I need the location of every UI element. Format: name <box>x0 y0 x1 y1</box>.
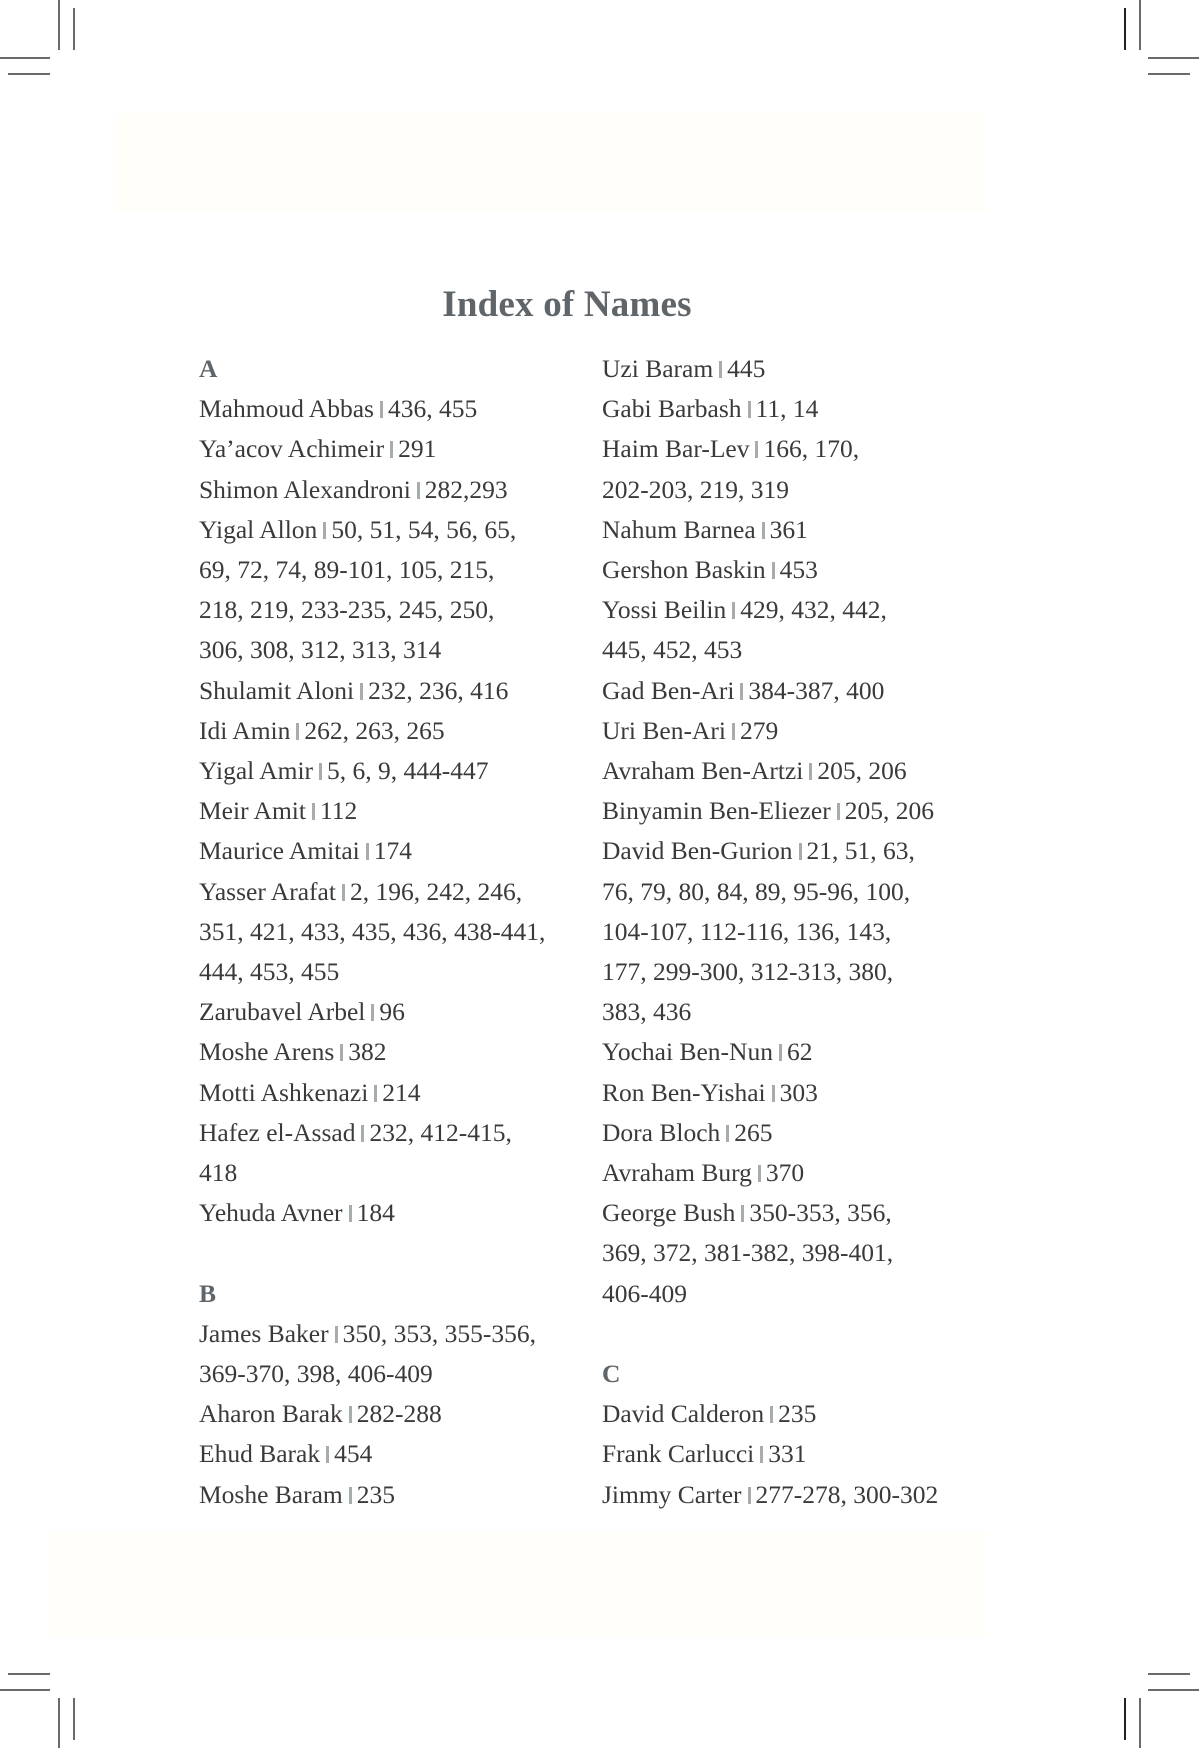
crop-mark <box>1139 0 1141 50</box>
index-entry <box>602 1073 982 1113</box>
entry-name: Yossi Beilin <box>602 595 727 625</box>
separator-bar <box>374 1085 377 1102</box>
index-entry <box>199 1032 579 1072</box>
index-entry <box>602 791 982 831</box>
entry-name: Binyamin Ben-Eliezer <box>602 796 831 826</box>
separator-bar <box>732 602 735 619</box>
index-entry <box>199 1434 579 1474</box>
entry-name: Uri Ben-Ari <box>602 715 726 745</box>
entry-name: Aharon Barak <box>199 1399 343 1429</box>
entry-pages: 350, 353, 355-356, <box>342 1318 536 1348</box>
entry-name: Haim Bar-Lev <box>602 434 750 464</box>
index-entry <box>602 349 982 389</box>
entry-name: Gabi Barbash <box>602 394 742 424</box>
entry-name: Moshe Baram <box>199 1479 343 1509</box>
entry-name: Mahmoud Abbas <box>199 394 374 424</box>
entry-pages: 205, 206 <box>817 756 907 786</box>
separator-bar <box>417 482 420 499</box>
entry-name: Uzi Baram <box>602 354 714 383</box>
index-entry <box>199 791 579 831</box>
entry-pages-continued: 69, 72, 74, 89-101, 105, 215, <box>199 555 495 585</box>
crop-mark <box>73 8 75 50</box>
entry-pages: 265 <box>734 1117 773 1147</box>
entry-pages: 282,293 <box>424 474 508 504</box>
entry-pages: 370 <box>765 1158 805 1188</box>
index-entry <box>199 872 579 912</box>
entry-name: David Calderon <box>602 1399 765 1429</box>
page-background-tint-bottom <box>48 1533 985 1635</box>
entry-pages-continued: 383, 436 <box>602 997 692 1027</box>
index-entry <box>199 429 579 469</box>
index-entry <box>199 1475 579 1515</box>
section-spacer <box>199 1233 579 1273</box>
entry-pages: 232, 236, 416 <box>368 675 509 705</box>
entry-pages: 235 <box>778 1399 817 1429</box>
separator-bar <box>360 683 363 700</box>
index-entry <box>602 1394 982 1434</box>
separator-bar <box>323 522 326 539</box>
separator-bar <box>770 1406 773 1423</box>
entry-name: David Ben-Gurion <box>602 836 793 866</box>
entry-name: Ya’acov Achimeir <box>199 434 385 464</box>
index-entry <box>602 831 982 871</box>
index-entry <box>199 711 579 751</box>
entry-name: Ehud Barak <box>199 1439 321 1469</box>
entry-pages: 96 <box>379 997 405 1027</box>
index-entry <box>602 1032 982 1072</box>
entry-name: Moshe Arens <box>199 1037 335 1067</box>
entry-pages-continued: 76, 79, 80, 84, 89, 95-96, 100, <box>602 876 911 906</box>
separator-bar <box>779 1044 782 1061</box>
index-entry <box>602 1434 982 1474</box>
separator-bar <box>342 884 345 901</box>
page-title: Index of Names <box>442 283 692 325</box>
separator-bar <box>760 1446 763 1463</box>
entry-pages: 50, 51, 54, 56, 65, <box>331 514 517 544</box>
entry-pages: 291 <box>398 434 437 464</box>
entry-pages-continued: 351, 421, 433, 435, 436, 438-441, <box>199 916 546 946</box>
index-entry <box>199 1073 579 1113</box>
index-entry <box>199 389 579 429</box>
entry-pages: 279 <box>739 715 779 745</box>
index-entry <box>602 389 982 429</box>
separator-bar <box>390 441 393 458</box>
entry-name: George Bush <box>602 1198 736 1228</box>
separator-bar <box>758 1165 761 1182</box>
entry-pages: 166, 170, <box>763 434 860 464</box>
crop-mark <box>1148 57 1199 59</box>
index-entry <box>602 429 982 469</box>
entry-pages: 11, 14 <box>755 394 819 424</box>
entry-pages-continued: 218, 219, 233-235, 245, 250, <box>199 595 495 625</box>
entry-name: Yigal Amir <box>199 756 314 786</box>
entry-name: Yigal Allon <box>199 514 318 544</box>
entry-name: Nahum Barnea <box>602 514 756 544</box>
separator-bar <box>326 1446 329 1463</box>
index-entry <box>602 671 982 711</box>
entry-name: Gad Ben-Ari <box>602 675 735 705</box>
entry-name: Shimon Alexandroni <box>199 474 411 504</box>
page-background-tint-top <box>117 113 985 212</box>
index-entry <box>199 831 579 871</box>
separator-bar <box>748 1487 751 1504</box>
crop-mark <box>58 0 60 50</box>
separator-bar <box>726 1125 729 1142</box>
entry-pages: 331 <box>768 1439 807 1469</box>
entry-name: Frank Carlucci <box>602 1439 755 1469</box>
separator-bar <box>319 763 322 780</box>
entry-name: Ron Ben-Yishai <box>602 1077 766 1107</box>
entry-name: Meir Amit <box>199 796 306 826</box>
separator-bar <box>371 1004 374 1021</box>
entry-pages: 445 <box>727 354 766 383</box>
index-entry <box>602 711 982 751</box>
separator-bar <box>762 522 765 539</box>
entry-name: Zarubavel Arbel <box>199 997 366 1027</box>
entry-name: Dora Bloch <box>602 1117 721 1147</box>
index-entry <box>199 1394 579 1434</box>
entry-pages-continued: 177, 299-300, 312-313, 380, <box>602 957 894 987</box>
index-entry <box>199 510 579 550</box>
entry-pages: 214 <box>382 1077 421 1107</box>
entry-pages-continued: 306, 308, 312, 313, 314 <box>199 635 442 665</box>
separator-bar <box>719 361 722 378</box>
crop-mark <box>0 1689 50 1691</box>
entry-pages: 2, 196, 242, 246, <box>349 876 523 906</box>
entry-pages: 62 <box>786 1037 813 1067</box>
separator-bar <box>799 843 802 860</box>
crop-mark <box>1124 8 1126 50</box>
entry-pages-continued: 445, 452, 453 <box>602 635 743 665</box>
crop-mark <box>58 1698 60 1748</box>
entry-pages: 436, 455 <box>387 394 478 424</box>
index-column-right <box>602 349 982 1515</box>
entry-pages: 232, 412-415, <box>369 1117 512 1147</box>
separator-bar <box>366 843 369 860</box>
entry-pages: 361 <box>769 514 808 544</box>
separator-bar <box>349 1406 352 1423</box>
entry-name: Jimmy Carter <box>602 1479 742 1509</box>
entry-pages: 262, 263, 265 <box>304 715 445 745</box>
entry-pages-continued: 369-370, 398, 406-409 <box>199 1359 433 1389</box>
separator-bar <box>335 1326 338 1343</box>
entry-pages: 5, 6, 9, 444-447 <box>327 756 489 786</box>
entry-name: Yasser Arafat <box>199 876 336 906</box>
separator-bar <box>837 803 840 820</box>
separator-bar <box>772 562 775 579</box>
index-entry <box>602 751 982 791</box>
entry-pages: 382 <box>348 1037 387 1067</box>
entry-pages-continued: 418 <box>199 1158 238 1188</box>
entry-pages: 174 <box>373 836 412 866</box>
entry-pages: 205, 206 <box>844 796 934 826</box>
section-letter: A <box>199 354 218 383</box>
crop-mark <box>1148 1689 1199 1691</box>
crop-mark <box>8 73 50 75</box>
separator-bar <box>748 401 751 418</box>
crop-mark <box>8 1673 50 1675</box>
index-entry <box>199 1314 579 1354</box>
crop-mark <box>1148 1673 1190 1675</box>
entry-pages: 112 <box>319 796 358 826</box>
index-column-left <box>199 349 579 1515</box>
entry-pages-continued: 369, 372, 381-382, 398-401, <box>602 1238 894 1268</box>
separator-bar <box>296 723 299 740</box>
entry-pages: 277-278, 300-302 <box>755 1479 939 1509</box>
index-entry <box>199 1113 579 1153</box>
section-letter: B <box>199 1278 217 1308</box>
entry-name: Yehuda Avner <box>199 1198 343 1228</box>
index-entry <box>199 470 579 510</box>
entry-pages: 21, 51, 63, <box>806 836 915 866</box>
entry-pages: 282-288 <box>356 1399 442 1429</box>
index-entry <box>199 671 579 711</box>
separator-bar <box>732 723 735 740</box>
crop-mark <box>73 1698 75 1740</box>
entry-name: Motti Ashkenazi <box>199 1077 369 1107</box>
separator-bar <box>340 1044 343 1061</box>
index-entry <box>199 1193 579 1233</box>
entry-pages: 350-353, 356, <box>749 1198 892 1228</box>
index-entry <box>199 751 579 791</box>
section-spacer <box>602 1314 982 1354</box>
separator-bar <box>755 441 758 458</box>
entry-name: Avraham Ben-Artzi <box>602 756 804 786</box>
entry-name: Maurice Amitai <box>199 836 360 866</box>
crop-mark <box>1124 1698 1126 1740</box>
separator-bar <box>740 683 743 700</box>
entry-pages-continued: 104-107, 112-116, 136, 143, <box>602 916 892 946</box>
entry-pages: 429, 432, 442, <box>740 595 887 625</box>
index-entry <box>602 1113 982 1153</box>
crop-mark <box>0 57 50 59</box>
index-entry <box>602 590 982 630</box>
separator-bar <box>809 763 812 780</box>
index-entry <box>602 1475 982 1515</box>
entry-name: James Baker <box>199 1318 329 1348</box>
index-entry <box>602 510 982 550</box>
index-entry <box>602 1153 982 1193</box>
entry-pages-continued: 406-409 <box>602 1278 687 1308</box>
entry-pages-continued: 444, 453, 455 <box>199 957 340 987</box>
separator-bar <box>772 1085 775 1102</box>
index-entry <box>602 550 982 590</box>
entry-pages: 303 <box>779 1077 818 1107</box>
entry-pages: 454 <box>334 1439 373 1469</box>
separator-bar <box>312 803 315 820</box>
entry-pages: 384-387, 400 <box>748 675 885 705</box>
entry-pages: 184 <box>356 1198 395 1228</box>
section-letter: C <box>602 1359 621 1389</box>
entry-name: Shulamit Aloni <box>199 675 355 705</box>
entry-name: Idi Amin <box>199 715 291 745</box>
separator-bar <box>361 1125 364 1142</box>
index-entry <box>199 992 579 1032</box>
entry-name: Gershon Baskin <box>602 555 766 585</box>
entry-pages: 235 <box>356 1479 396 1509</box>
entry-name: Hafez el-Assad <box>199 1117 356 1147</box>
crop-mark <box>1139 1698 1141 1748</box>
separator-bar <box>349 1205 352 1222</box>
crop-mark <box>1148 73 1190 75</box>
separator-bar <box>380 401 383 418</box>
separator-bar <box>349 1487 352 1504</box>
separator-bar <box>741 1205 744 1222</box>
entry-pages: 453 <box>779 555 818 585</box>
index-entry <box>602 1193 982 1233</box>
entry-name: Avraham Burg <box>602 1158 752 1188</box>
entry-name: Yochai Ben-Nun <box>602 1037 773 1067</box>
entry-pages-continued: 202-203, 219, 319 <box>602 474 789 504</box>
